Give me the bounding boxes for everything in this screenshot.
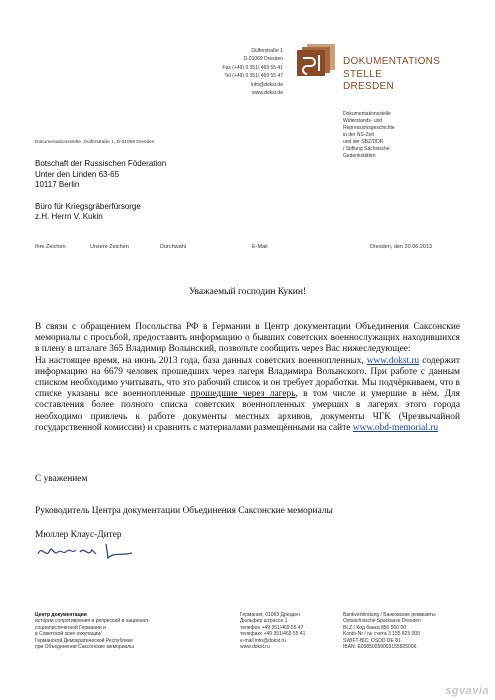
- footer-title: Центр документации: [35, 612, 87, 618]
- body-text: содержит информацию на 6679 человек прошедших через лагеря Владимира Волынского. При работе с данным списком необходимо учитывать, что это рабочий список и он требует доработки. Мы подчёркиваем, что в списке указаны все военнопленные: [35, 355, 461, 400]
- footer-line: Дюльфер штрассе 1: [240, 618, 288, 625]
- recipient-line: z.H. Herrn V. Kukin: [35, 212, 103, 221]
- address-line: www.dokst.de: [252, 90, 283, 97]
- footer-line: Ostsächsische Sparkasse Dresden: [343, 618, 421, 625]
- footer-line: SWIFT-BIC: OSDD DE 81: [343, 637, 401, 644]
- subtitle-line: Dokumentationsstelle: [343, 111, 391, 117]
- footer-line: истории сопротивления и репрессий в национал-: [35, 618, 150, 625]
- recipient-line: Büro für Kriegsgräberfürsorge: [35, 201, 141, 211]
- ref-durchwahl: Durchwahl: [160, 244, 186, 250]
- recipient-line: Unter den Linden 63-65: [35, 169, 120, 179]
- footer-col-institution: [35, 612, 150, 650]
- footer-line: www.dokst.ru: [240, 644, 270, 651]
- subtitle-line: Gedenkstätten: [343, 153, 376, 159]
- subtitle-line: Widerstands- und: [343, 118, 383, 124]
- subtitle-line: Repressionsgeschichte: [343, 125, 395, 131]
- footer-line: Konto-Nr / № счета 3 155 825 005: [343, 631, 420, 638]
- handwritten-signature: [36, 540, 136, 564]
- logo-line: STELLE: [343, 68, 383, 80]
- address-line: Dülferstraße 1: [251, 48, 283, 54]
- recipient-line: Botschaft der Russischen Föderation: [35, 159, 167, 168]
- footer-line: e-mail info@dokst.ru: [240, 637, 286, 644]
- footer-line: IBAN: E09850050003155825006: [343, 644, 417, 651]
- footer-line: при Объединении Саксонские мемориалы: [35, 644, 134, 651]
- signer-name: Мюллер Клаус-Дитер: [35, 530, 122, 540]
- ref-unsere-zeichen: Unsere Zeichen: [90, 244, 129, 250]
- subtitle-line: und der SBZ/DDR: [343, 139, 384, 145]
- address-line: D-01069 Dresden: [243, 56, 283, 63]
- institution-subtitle: [343, 111, 463, 160]
- footer-line: Германской Демократической Республике: [35, 637, 133, 644]
- footer-line: телефакс +49 351/469 55 41: [240, 631, 306, 638]
- logo-line: DOKUMENTATIONS: [343, 56, 441, 67]
- salutation: Уважаемый господин Кукин!: [188, 287, 307, 297]
- paragraph-1: В связи с обращением Посольства РФ в Германии в Центр документации Объединения Саксонские мемориалы с просьбой, предоставить информацию о бывших советских военнослужащих находившихся в плену в шталаге 365 Владимир Волынский, позвольте сообщить через Вас нижеследующее:: [35, 322, 460, 355]
- footer-col-bank: [343, 612, 436, 650]
- address-line: Tel (+49) 0 351/ 469 55 47: [224, 73, 283, 80]
- footer-line: Bankverbindung / Банковские реквизиты: [343, 612, 436, 618]
- ref-email: E-Mail: [252, 244, 268, 250]
- regards: С уважением: [35, 474, 88, 484]
- footer-line: Германия, 01069 Дрезден: [240, 612, 300, 618]
- letterhead-address: [193, 47, 283, 97]
- watermark: sgvavia: [445, 685, 489, 697]
- underlined-phrase: прошедшие через лагерь: [190, 389, 296, 400]
- footer-line: социалистической Германии и: [35, 624, 106, 631]
- dokumentationsstelle-logo-icon: [297, 43, 337, 77]
- recipient-address: [35, 159, 166, 223]
- logo-wordmark: [343, 56, 440, 94]
- footer-line: телефон +49 351/469 55 47: [240, 624, 304, 631]
- dokst-link[interactable]: www.dokst.ru: [366, 355, 420, 366]
- subtitle-line: in der NS-Zeit: [343, 132, 374, 138]
- address-line: Fax (+49) 0 351/ 469 55 41: [222, 64, 283, 71]
- ref-ihre-zeichen: Ihre Zeichen: [35, 244, 66, 250]
- footer-col-contact: [240, 612, 305, 650]
- closing-title: Руководитель Центра документации Объединения Саксонские мемориалы: [35, 506, 333, 516]
- place-date: Dresden, den 20.06.2013: [370, 244, 433, 250]
- footer-line: в Советской зоне оккупации/: [35, 631, 102, 638]
- obd-memorial-link[interactable]: www.obd-memorial.ru: [352, 422, 439, 433]
- address-line: info@dokst.de: [250, 81, 283, 88]
- body-text: , в том числе и умершие в нём. Для составления более полного списка советских военнопленных умерших в лагерях этого города необходимо привлечь к работе документы местных архивов, документы ЧГК (Чрезвычайной государственной комиссии) и сравнить с материалами размещёнными на сайте: [35, 389, 460, 433]
- footer-line: BLZ / Код банка 850 500 00: [343, 624, 407, 631]
- subtitle-line: / Stiftung Sächsische: [343, 146, 390, 152]
- body-text: На настоящее время, на июнь 2013 года, база данных советских военнопленных,: [35, 355, 364, 366]
- recipient-line: 10117 Berlin: [35, 180, 80, 189]
- paragraph-2: [35, 356, 460, 434]
- letter-body: [35, 322, 460, 434]
- sender-return-address: Dokumentationsstelle, Dülferstraße 1, D-01069 Dresden: [35, 140, 155, 145]
- logo-line: DRESDEN: [343, 81, 394, 92]
